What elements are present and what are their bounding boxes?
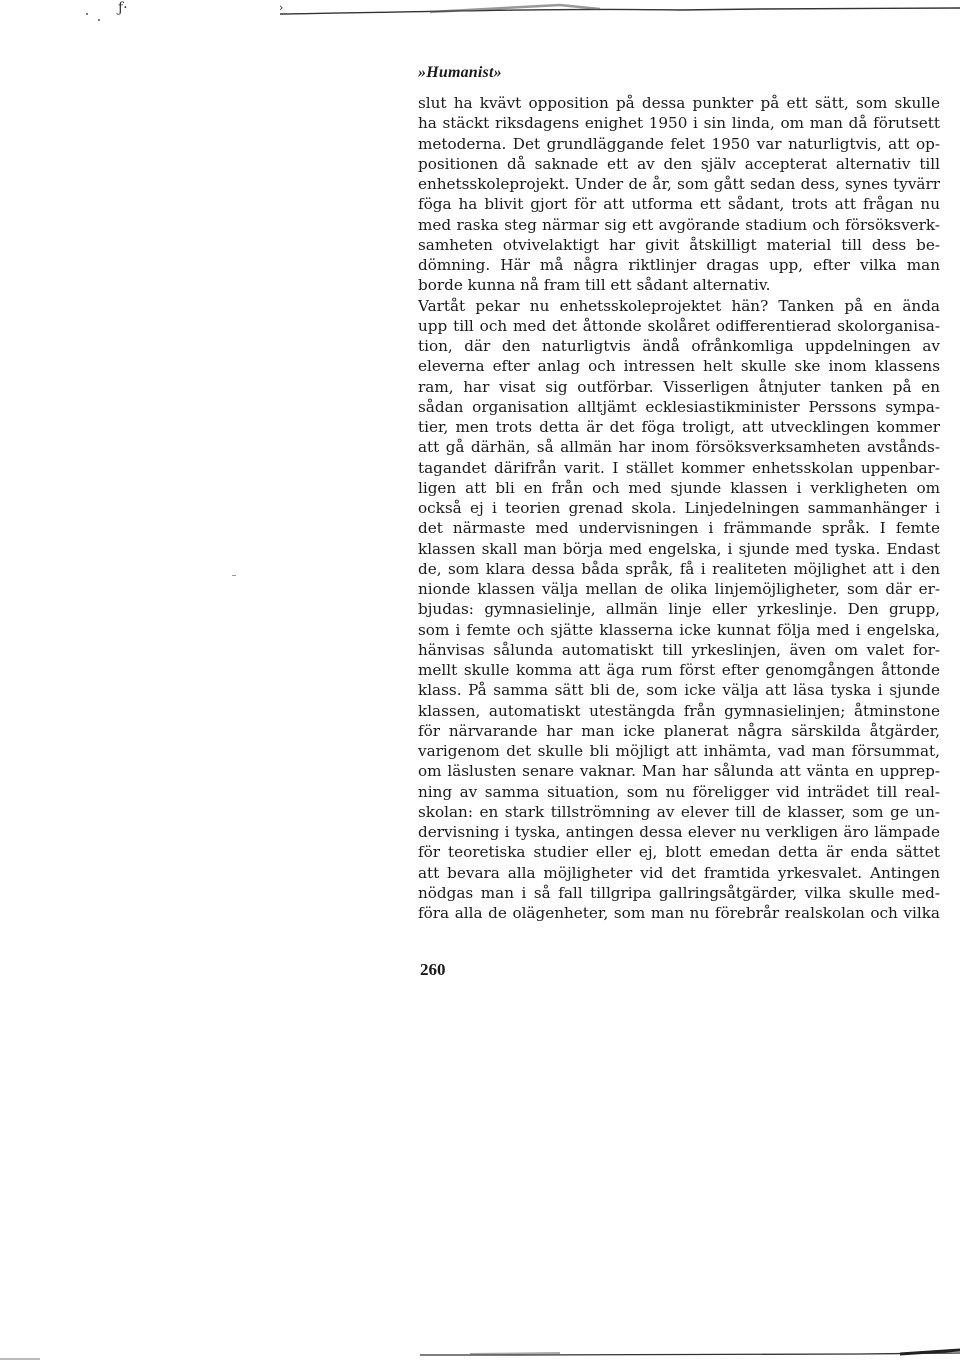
svg-text:›: › (279, 1, 284, 14)
page-number: 260 (420, 960, 446, 979)
text-line: varigenom det skulle bli möjligt att inhämta, vad man försummat, (418, 742, 940, 760)
text-line: borde kunna nå fram till ett sådant alternativ. (418, 276, 771, 295)
text-line: upp till och med det åttonde skolåret odifferentierad skolorganisa- (418, 316, 940, 335)
text-line: positionen då saknade ett av den själv accepterat alternativ till (418, 154, 940, 173)
text-line: klass. På samma sätt bli de, som icke välja att läsa tyska i sjunde (418, 681, 940, 700)
text-line: tier, men trots detta är det föga troligt, att utvecklingen kommer (418, 418, 940, 436)
text-line: ram, har visat sig outförbar. Visserligen åtnjuter tanken på en (418, 377, 940, 396)
svg-text:ƒ·: ƒ· (118, 0, 128, 16)
text-line: dervisning i tyska, antingen dessa elever nu verkligen äro lämpade (418, 823, 940, 841)
text-line: tion, där den naturligtvis ändå ofrånkomliga uppdelningen av (418, 337, 940, 355)
text-line: det närmaste med undervisningen i främmande språk. I femte (418, 519, 940, 538)
text-line: nionde klassen välja mellan de olika linjemöjligheter, som där er- (418, 580, 940, 598)
text-line: eleverna efter anlag och intressen helt skulle ske inom klassens (418, 357, 940, 376)
text-line: med raska steg närmar sig ett avgörande stadium och försöksverk- (418, 215, 940, 234)
text-line: mellt skulle komma att äga rum först efter genomgången åttonde (418, 661, 940, 679)
text-line: föra alla de olägenheter, som man nu förebrår realskolan och vilka (418, 904, 940, 922)
text-line: dömning. Här må några riktlinjer dragas upp, efter vilka man (418, 256, 940, 274)
text-line: slut ha kvävt opposition på dessa punkter på ett sätt, som skulle (418, 94, 940, 112)
text-line: om läslusten senare vaknar. Man har sålunda att vänta en upprep- (418, 762, 940, 781)
text-line: också ej i teorien grenad skola. Linjedelningen sammanhänger i (418, 499, 940, 517)
text-line: skolan: en stark tillströmning av elever till de klasser, som ge un- (418, 802, 940, 821)
text-line: klassen, automatiskt utestängda från gymnasielinjen; åtminstone (418, 701, 940, 720)
text-line: hänvisas sålunda automatiskt till yrkeslinjen, även om valet for- (418, 640, 940, 659)
body-text (418, 93, 940, 923)
text-line: klassen skall man börja med engelska, i sjunde med tyska. Endast (418, 539, 940, 558)
text-line: samheten otvivelaktigt har givit åtskilligt material till dess be- (418, 235, 940, 254)
text-line: metoderna. Det grundläggande felet 1950 var naturligtvis, att op- (418, 134, 940, 153)
scan-speck (232, 575, 236, 576)
text-line: för teoretiska studier eller ej, blott emedan detta är enda sättet (418, 843, 940, 862)
text-line: för närvarande har man icke planerat några särskilda åtgärder, (418, 721, 940, 740)
text-line: nödgas man i så fall tillgripa gallringsåtgärder, vilka skulle med- (418, 883, 940, 902)
text-line: föga ha blivit gjort för att utforma ett sådant, trots att frågan nu (418, 195, 940, 214)
text-line: sådan organisation alltjämt ecklesiastikminister Perssons sympa- (418, 397, 940, 416)
text-line: enhetsskoleprojekt. Under de år, som gått sedan dess, synes tyvärr (418, 175, 940, 193)
text-line: som i femte och sjätte klasserna icke kunnat följa med i engelska, (418, 620, 940, 639)
paragraph (418, 93, 940, 296)
text-line: ligen att bli en från och med sjunde klassen i verkligheten om (418, 478, 940, 497)
text-line: att bevara alla möjligheter vid det framtida yrkesvalet. Antingen (418, 863, 940, 882)
paragraph (418, 296, 940, 924)
text-line: de, som klara dessa båda språk, få i realiteten möjlighet att i den (418, 559, 940, 578)
text-line: tagandet därifrån varit. I stället kommer enhetsskolan uppenbar- (418, 458, 940, 477)
text-line: ha stäckt riksdagens enighet 1950 i sin linda, om man då förutsett (418, 114, 940, 133)
text-line: ning av samma situation, som nu föreligger vid inträdet till real- (418, 782, 940, 801)
text-line: Vartåt pekar nu enhetsskoleprojektet hän? Tanken på en ända (418, 296, 940, 315)
scan-edge-bottom (0, 1340, 960, 1364)
text-line: att gå därhän, så allmän har inom försöksverksamheten avstånds- (418, 438, 940, 457)
running-head: »Humanist» (418, 64, 502, 81)
scan-edge-top (0, 0, 960, 24)
text-line: bjudas: gymnasielinje, allmän linje eller yrkeslinje. Den grupp, (418, 600, 940, 619)
